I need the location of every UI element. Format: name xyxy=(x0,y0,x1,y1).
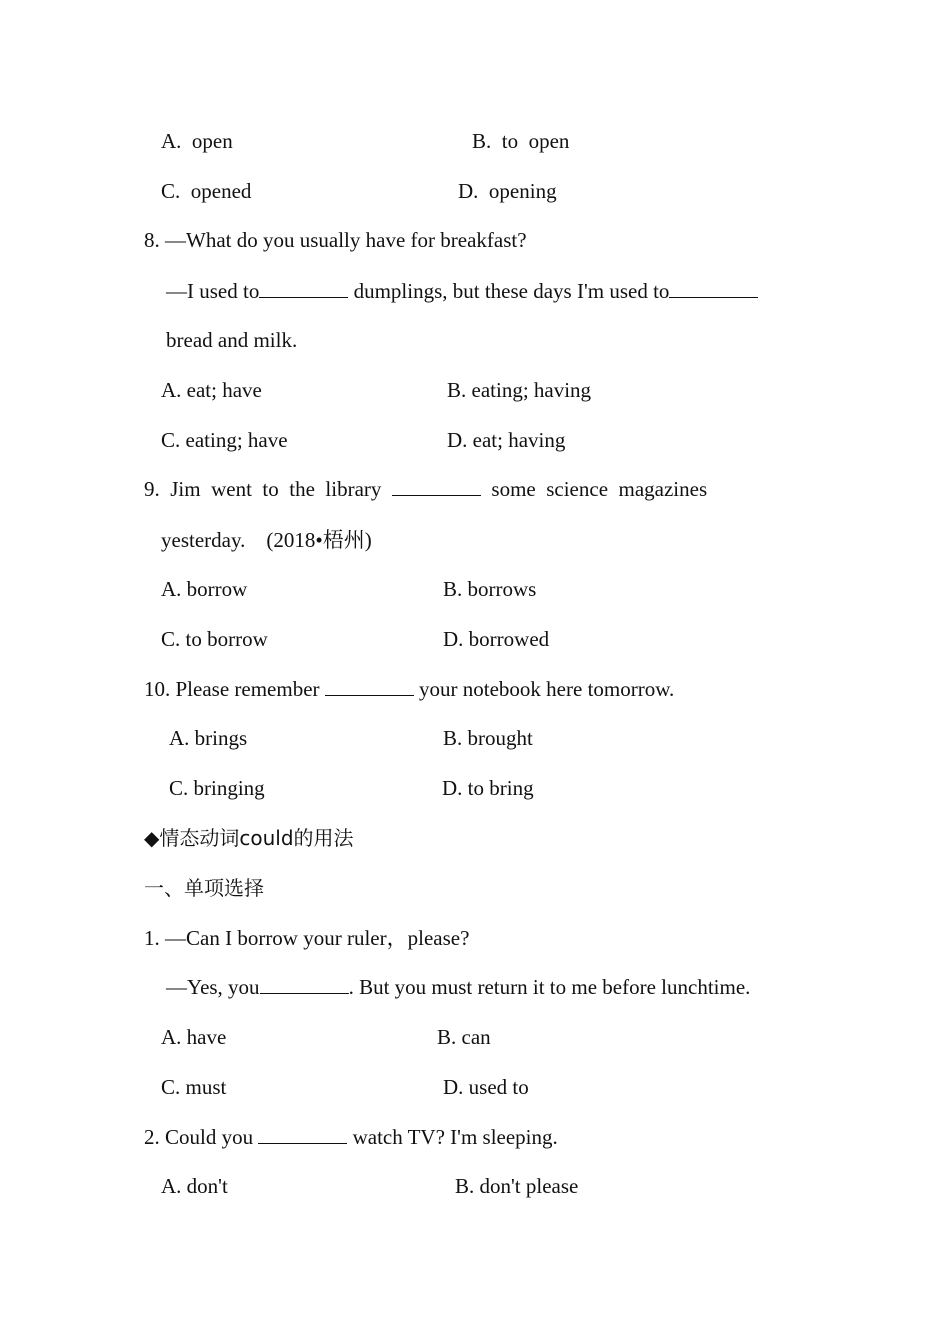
q8-option-c: C. eating; have xyxy=(161,428,288,452)
q8-reply-part1: —I used to xyxy=(166,279,260,303)
q7-option-b: B. to open xyxy=(472,129,570,153)
q10-stem-part1: 10. Please remember xyxy=(144,677,325,701)
q10-option-d: D. to bring xyxy=(442,776,534,800)
s1-option-b: B. can xyxy=(437,1025,491,1049)
s1-reply-part2: . But you must return it to me before lunchtime. xyxy=(348,975,751,999)
s1-stem: 1. —Can I borrow your ruler，please? xyxy=(144,926,470,950)
s1-reply xyxy=(166,974,750,1000)
q9-option-a: A. borrow xyxy=(161,577,248,601)
q9-option-d: D. borrowed xyxy=(443,627,550,651)
q10-option-b: B. brought xyxy=(443,726,533,750)
q9-blank xyxy=(392,477,481,496)
q8-option-d: D. eat; having xyxy=(447,428,566,452)
q10-blank xyxy=(325,677,414,696)
q9-stem xyxy=(144,476,707,502)
s1-option-a: A. have xyxy=(161,1025,227,1049)
q10-option-a: A. brings xyxy=(169,726,248,750)
s2-stem-part1: 2. Could you xyxy=(144,1125,259,1149)
s1-blank xyxy=(260,975,349,994)
q9-stem-continued: yesterday. (2018•梧州) xyxy=(161,528,372,552)
q9-option-c: C. to borrow xyxy=(161,627,268,651)
q7-option-d: D. opening xyxy=(458,179,557,203)
s2-option-a: A. don't xyxy=(161,1174,228,1198)
q8-option-a: A. eat; have xyxy=(161,378,262,402)
s2-option-b: B. don't please xyxy=(455,1174,579,1198)
q8-stem: 8. —What do you usually have for breakfast? xyxy=(144,228,527,252)
s1-option-c: C. must xyxy=(161,1075,227,1099)
q7-option-c: C. opened xyxy=(161,179,252,203)
q10-stem xyxy=(144,676,674,702)
q10-option-c: C. bringing xyxy=(169,776,265,800)
s2-blank xyxy=(258,1125,347,1144)
q8-reply xyxy=(166,278,758,304)
s2-stem xyxy=(144,1124,558,1150)
s1-reply-part1: —Yes, you xyxy=(166,975,260,999)
q8-reply-continued: bread and milk. xyxy=(166,328,298,352)
q10-stem-part2: your notebook here tomorrow. xyxy=(413,677,675,701)
q8-option-b: B. eating; having xyxy=(447,378,592,402)
q8-blank-2 xyxy=(669,279,758,298)
q9-stem-part2: some science magazines xyxy=(480,477,708,501)
section-heading: ◆情态动词could的用法 xyxy=(144,826,354,850)
q8-blank-1 xyxy=(259,279,348,298)
q9-option-b: B. borrows xyxy=(443,577,537,601)
s1-option-d: D. used to xyxy=(443,1075,529,1099)
q7-option-a: A. open xyxy=(161,129,233,153)
q9-stem-part1: 9. Jim went to the library xyxy=(144,477,392,501)
s2-stem-part2: watch TV? I'm sleeping. xyxy=(347,1125,558,1149)
q8-reply-part2: dumplings, but these days I'm used to xyxy=(348,279,670,303)
section-subheading: 一、单项选择 xyxy=(144,876,264,900)
